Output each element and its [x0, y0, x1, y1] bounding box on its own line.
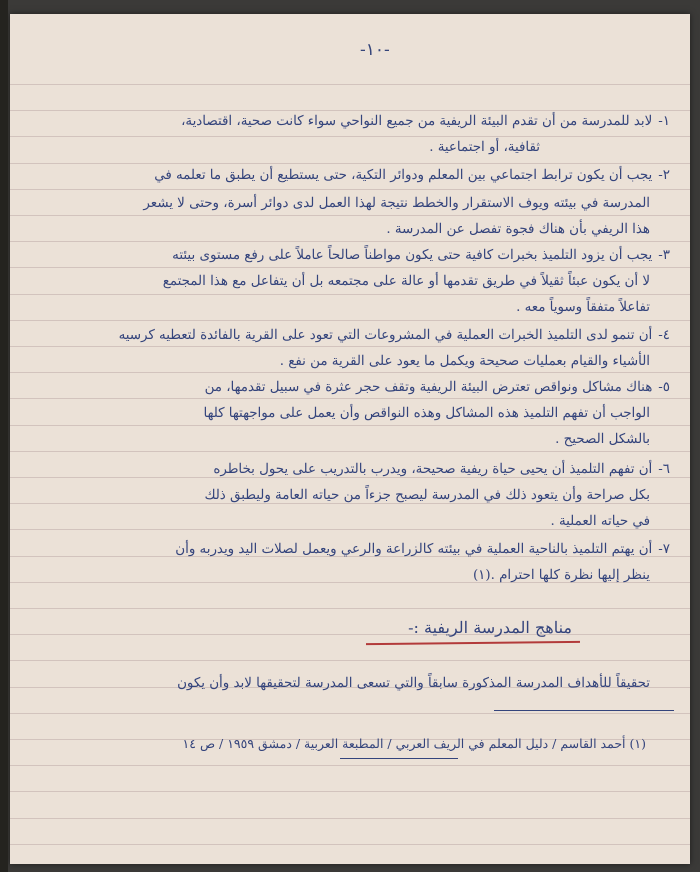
ruled-line — [10, 477, 690, 478]
section-heading: مناهج المدرسة الريفية :- — [408, 618, 572, 637]
ruled-line — [10, 529, 690, 530]
ruled-line — [10, 425, 690, 426]
item-1-line-2: ثقافية، أو اجتماعية . — [429, 140, 540, 155]
ruled-line — [10, 215, 690, 216]
item-6-line-1: ٦-أن تفهم التلميذ أن يحيى حياة ريفية صحيحة، ويدرب بالتدريب على يحول بخاطره — [213, 462, 670, 477]
item-5-line-2: الواجب أن تفهم التلميذ هذه المشاكل وهذه النواقص وأن يعمل على مواجهتها كلها — [203, 406, 650, 421]
ruled-line — [10, 608, 690, 609]
item-4-line-1: ٤-أن تنمو لدى التلميذ الخبرات العملية في المشروعات التي تعود على القرية بالفائدة لتعطيه كرسيه — [118, 328, 670, 343]
item-number: ٧- — [658, 542, 670, 557]
item-number: ١- — [658, 114, 670, 129]
ruled-line — [10, 84, 690, 85]
item-2-line-3: هذا الريفي بأن هناك فجوة تفصل عن المدرسة . — [386, 222, 650, 237]
ruled-line — [10, 189, 690, 190]
heading-underline — [366, 641, 580, 645]
ruled-line — [10, 634, 690, 635]
ruled-line — [10, 398, 690, 399]
item-7-line-1: ٧-أن يهتم التلميذ بالناحية العملية في بيئته كالزراعة والرعي ويعمل لصلات اليد ويدربه وأن — [175, 542, 670, 557]
item-1-line-1: ١-لابد للمدرسة من أن تقدم البيئة الريفية من جميع النواحي سواء كانت صحية، اقتصادية، — [181, 114, 670, 129]
page-number: -١٠- — [360, 40, 390, 60]
item-2-line-2: المدرسة في بيئته ويوف الاستقرار والخطط نتيجة لهذا العمل لدى دوائر أسرة، وحتى لا يشعر — [143, 196, 650, 211]
ruled-line — [10, 267, 690, 268]
ruled-line — [10, 818, 690, 819]
item-number: ٤- — [658, 328, 670, 343]
ruled-line — [10, 241, 690, 242]
ruled-line — [10, 791, 690, 792]
ruled-line — [10, 320, 690, 321]
ruled-line — [10, 660, 690, 661]
ruled-line — [10, 713, 690, 714]
item-number: ٦- — [658, 462, 670, 477]
item-3-line-1: ٣-يجب أن يزود التلميذ بخبرات كافية حتى يكون مواطناً صالحاً عاملاً على رفع مستوى بيئته — [172, 248, 670, 263]
item-7-line-2: ينظر إليها نظرة كلها احترام .(١) — [472, 568, 650, 583]
ruled-line — [10, 844, 690, 845]
item-6-line-3: في حياته العملية . — [550, 514, 650, 529]
item-number: ٥- — [658, 380, 670, 395]
ruled-line — [10, 346, 690, 347]
ruled-line — [10, 136, 690, 137]
item-5-line-1: ٥-هناك مشاكل ونواقص تعترض البيئة الريفية وتقف حجر عثرة في سبيل تقدمها، من — [204, 380, 670, 395]
ruled-line — [10, 503, 690, 504]
ruled-line — [10, 765, 690, 766]
item-5-line-3: بالشكل الصحيح . — [555, 432, 650, 447]
ruled-line — [10, 372, 690, 373]
item-number: ٢- — [658, 168, 670, 183]
footnote-separator — [494, 710, 674, 711]
item-3-line-3: تفاعلاً متفقاً وسوياً معه . — [516, 300, 650, 315]
item-2-line-1: ٢-يجب أن يكون ترابط اجتماعي بين المعلم ودوائر التكية، حتى يستطيع أن يطبق ما تعلمه في — [154, 168, 670, 183]
item-3-line-2: لا أن يكون عبئاً ثقيلاً في طريق تقدمها أو عالة على مجتمعه بل أن يتفاعل مع هذا المجتمع — [162, 274, 650, 289]
item-number: ٣- — [658, 248, 670, 263]
closing-line: تحقيقاً للأهداف المدرسة المذكورة سابقاً والتي تسعى المدرسة لتحقيقها لابد وأن يكون — [177, 676, 650, 691]
ruled-line — [10, 294, 690, 295]
footnote: (١) أحمد القاسم / دليل المعلم في الريف العربي / المطبعة العربية / دمشق ١٩٥٩ / ص ١٤ — [182, 736, 646, 751]
item-4-line-2: الأشياء والقيام بعمليات صحيحة ويكمل ما يعود على القرية من نفع . — [279, 354, 650, 369]
scan-edge — [0, 0, 8, 872]
ruled-line — [10, 110, 690, 111]
paper-page — [10, 14, 690, 864]
item-6-line-2: بكل صراحة وأن يتعود ذلك في المدرسة ليصبح جزءاً من حياته العامة وليطبق ذلك — [204, 488, 650, 503]
footnote-underline — [340, 758, 458, 759]
ruled-line — [10, 451, 690, 452]
ruled-line — [10, 163, 690, 164]
